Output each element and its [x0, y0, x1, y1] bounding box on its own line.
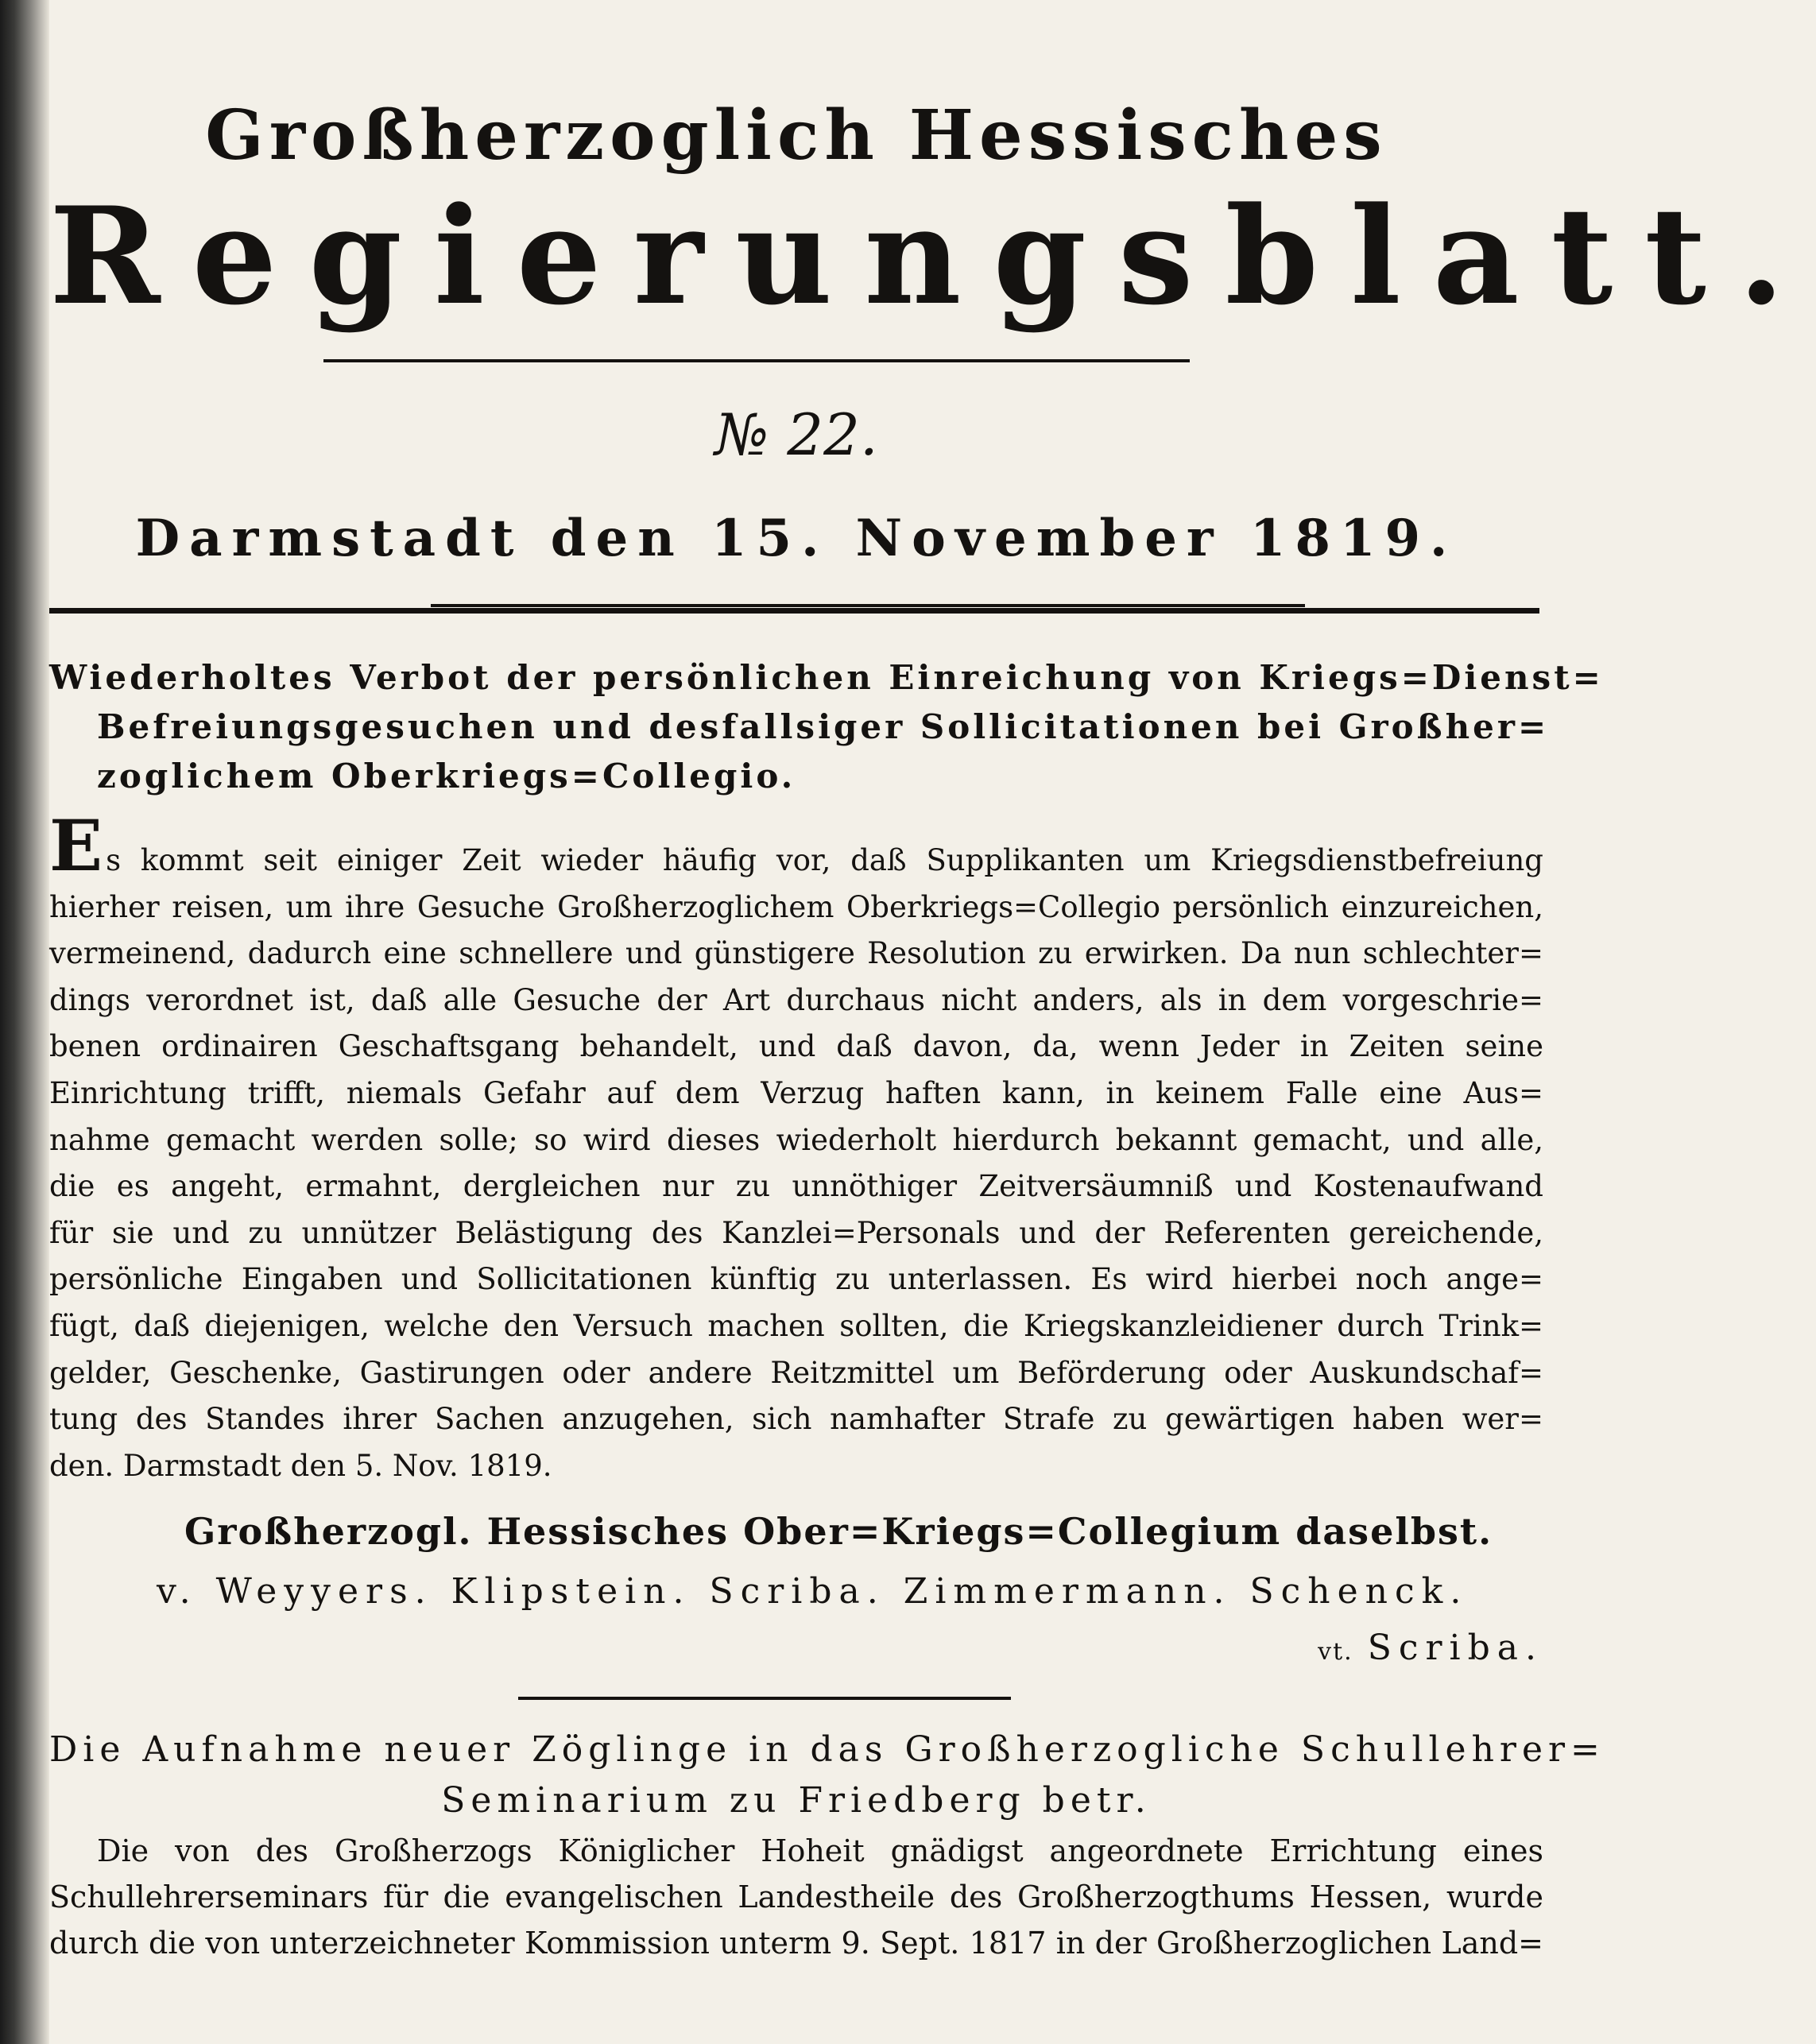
masthead-subtitle: Großherzoglich Hessisches [205, 95, 1388, 176]
article1-body-line: die es angeht, ermahnt, dergleichen nur zu unnöthiger Zeitversäumniß und Kostenaufwand [49, 1169, 1543, 1204]
article1-countersign [1210, 1628, 1543, 1668]
article1-body-line: fügt, daß diejenigen, welche den Versuch machen sollten, die Kriegskanzleidiener durch Trink= [49, 1308, 1543, 1343]
article1-body [49, 804, 1543, 1489]
countersign-name: Scriba. [1367, 1628, 1543, 1668]
binding-shadow [0, 0, 49, 2044]
article2-heading-line: Die Aufnahme neuer Zöglinge in das Großherzogliche Schullehrer= [49, 1729, 1605, 1770]
header-rule [49, 608, 1539, 614]
article2-body-line: Schullehrerseminars für die evangelischen Landestheile des Großherzogthums Hessen, wurde [49, 1879, 1543, 1914]
article2-body [49, 1828, 1543, 1966]
article1-body-line: nahme gemacht werden solle; so wird dieses wiederholt hierdurch bekannt gemacht, und alle, [49, 1122, 1543, 1157]
article1-body-line: für sie und zu unnützer Belästigung des Kanzlei=Personals und der Referenten gereichende, [49, 1215, 1543, 1250]
article1-heading-line: Wiederholtes Verbot der persönlichen Einreichung von Kriegs=Dienst= [49, 658, 1604, 697]
article1-body-line: Einrichtung trifft, niemals Gefahr auf dem Verzug haften kann, in keinem Falle eine Aus= [49, 1075, 1543, 1110]
newspaper-page [49, 0, 1816, 2044]
article2-body-line: durch die von unterzeichneter Kommission unterm 9. Sept. 1817 in der Großherzoglichen Land= [49, 1926, 1543, 1961]
article1-body-line: dings verordnet ist, daß alle Gesuche der Art durchaus nicht anders, als in dem vorgeschrie= [49, 982, 1543, 1017]
article1-body-line-text: s kommt seit einiger Zeit wieder häufig vor, daß Supplikanten um Kriegsdienstbefreiung [106, 843, 1543, 877]
header-rule-accent [431, 604, 1305, 607]
article1-signer: Großherzogl. Hessisches Ober=Kriegs=Collegium daselbst. [184, 1510, 1493, 1553]
article1-heading-line: zoglichem Oberkriegs=Collegio. [97, 757, 796, 796]
article1-body-line: gelder, Geschenke, Gastirungen oder andere Reitzmittel um Beförderung oder Auskundschaf= [49, 1355, 1543, 1390]
article2-heading-line: Seminarium zu Friedberg betr. [441, 1780, 1152, 1821]
article1-body-line [49, 804, 1543, 887]
issue-number: № 22. [714, 401, 878, 468]
article1-heading-line: Befreiungsgesuchen und desfallsiger Sollicitationen bei Großher= [97, 707, 1550, 746]
countersign-prefix: vt. [1318, 1638, 1353, 1666]
article1-body-line: persönliche Eingaben und Sollicitationen künftig zu unterlassen. Es wird hierbei noch ange= [49, 1262, 1543, 1297]
article1-body-line: vermeinend, dadurch eine schnellere und günstigere Resolution zu erwirken. Da nun schlechter= [49, 936, 1543, 971]
article1-body-line: tung des Standes ihrer Sachen anzugehen, sich namhafter Strafe zu gewärtigen haben wer= [49, 1402, 1543, 1437]
article1-body-line: den. Darmstadt den 5. Nov. 1819. [49, 1448, 552, 1483]
masthead-rule [323, 359, 1190, 362]
masthead-title: Regierungsblatt. [49, 177, 1816, 335]
article1-body-line: hierher reisen, um ihre Gesuche Großherzoglichem Oberkriegs=Collegio persönlich einzureichen, [49, 889, 1543, 924]
dateline: Darmstadt den 15. November 1819. [135, 509, 1458, 568]
article1-heading [49, 653, 1604, 801]
article2-body-line: Die von des Großherzogs Königlicher Hoheit gnädigst angeordnete Errichtung eines [97, 1833, 1543, 1868]
article2-heading [49, 1725, 1605, 1826]
article1-signatories: v. Weyyers. Klipstein. Scriba. Zimmermann. Schenck. [157, 1571, 1469, 1612]
section-divider [518, 1697, 1011, 1700]
article1-dropcap: E [49, 804, 103, 887]
article1-body-line: benen ordinairen Geschaftsgang behandelt, und daß davon, da, wenn Jeder in Zeiten seine [49, 1029, 1543, 1064]
